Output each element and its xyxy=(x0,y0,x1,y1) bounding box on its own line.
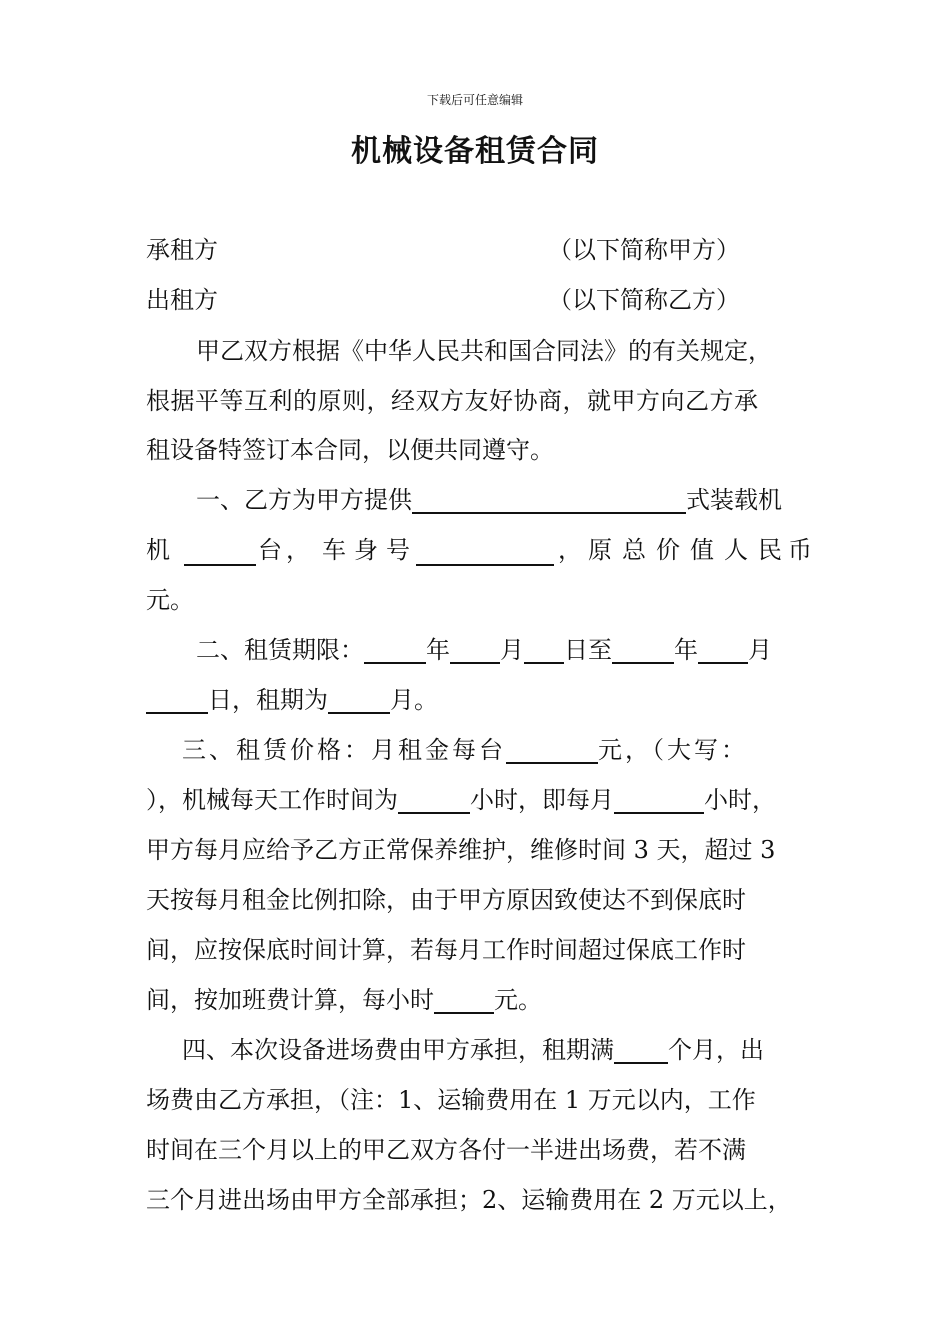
blank-overtime-rate[interactable] xyxy=(434,982,494,1014)
blank-quantity[interactable] xyxy=(184,534,256,566)
clause1-text-c: 机 xyxy=(146,536,170,564)
intro-line-3: 租设备特签订本合同，以便共同遵守。 xyxy=(146,436,554,464)
clause2-text-h: 月。 xyxy=(390,686,438,714)
clause1-text-n: 人 xyxy=(724,536,748,564)
clause1-text-d: 台 xyxy=(258,536,282,564)
intro-line-2: 根据平等互利的原则，经双方友好协商，就甲方向乙方承 xyxy=(146,387,759,415)
clause1-line-3 xyxy=(146,580,826,620)
clause1-text-a: 一、乙方为甲方提供 xyxy=(196,486,412,514)
clause1-text-b: 式装载机 xyxy=(686,486,782,514)
clause3-text-a: 三、租赁价格：月租金每台 xyxy=(182,736,506,764)
clause3-line-5: 间，应按保底时间计算，若每月工作时间超过保底工作时 xyxy=(146,936,746,964)
clause1-text-m: 值 xyxy=(690,536,714,564)
blank-end-day[interactable] xyxy=(146,682,208,714)
clause3-line-4: 天按每月租金比例扣除，由于甲方原因致使达不到保底时 xyxy=(146,886,746,914)
clause3-line-2 xyxy=(146,780,826,820)
clause1-text-i: ， xyxy=(558,536,582,564)
clause1-line-2 xyxy=(146,530,826,570)
blank-start-year[interactable] xyxy=(364,632,426,664)
blank-daily-hours[interactable] xyxy=(398,782,470,814)
clause1-text-p: 币 xyxy=(788,536,812,564)
clause2-text-f: 月 xyxy=(748,636,772,664)
blank-end-month[interactable] xyxy=(698,632,748,664)
clause4-line-1 xyxy=(182,1030,862,1070)
clause3-line-3: 甲方每月应给予乙方正常保养维护，维修时间 3 天，超过 3 xyxy=(146,836,776,864)
clause1-text-k: 总 xyxy=(622,536,646,564)
lessee-note: （以下简称甲方） xyxy=(548,236,740,264)
lessor-note: （以下简称乙方） xyxy=(548,286,740,314)
clause1-text-e: ， xyxy=(286,536,310,564)
clause2-text-a: 二、租赁期限： xyxy=(196,636,364,664)
intro-line-1: 甲乙双方根据《中华人民共和国合同法》的有关规定， xyxy=(196,337,772,365)
clause2-text-d: 日至 xyxy=(564,636,612,664)
clause1-line-1 xyxy=(196,480,876,520)
clause2-line-1 xyxy=(196,630,876,670)
blank-end-year[interactable] xyxy=(612,632,674,664)
clause4-text-b: 个月，出 xyxy=(668,1036,764,1064)
clause4-line-4: 三个月进出场由甲方全部承担；2、运输费用在 2 万元以上， xyxy=(146,1186,792,1214)
clause1-text-l: 价 xyxy=(656,536,680,564)
clause4-text-a: 四、本次设备进场费由甲方承担，租期满 xyxy=(182,1036,614,1064)
lessor-label: 出租方 xyxy=(146,286,218,314)
clause2-line-2 xyxy=(146,680,826,720)
clause4-line-3: 时间在三个月以上的甲乙双方各付一半进出场费，若不满 xyxy=(146,1136,746,1164)
blank-loader-model[interactable] xyxy=(412,482,686,514)
blank-start-day[interactable] xyxy=(524,632,564,664)
clause2-text-e: 年 xyxy=(674,636,698,664)
party-lessee-row xyxy=(146,230,826,270)
clause3-text-l6b: 元。 xyxy=(494,986,542,1014)
clause1-text-j: 原 xyxy=(588,536,612,564)
blank-start-month[interactable] xyxy=(450,632,500,664)
blank-lease-months[interactable] xyxy=(328,682,390,714)
clause4-line-2: 场费由乙方承担，（注：1、运输费用在 1 万元以内，工作 xyxy=(146,1086,756,1114)
document-title: 机械设备租赁合同 xyxy=(351,134,599,169)
clause3-line-6 xyxy=(146,980,826,1020)
blank-monthly-hours[interactable] xyxy=(614,782,704,814)
clause3-text-d: 小时，即每月 xyxy=(470,786,614,814)
clause1-text-o: 民 xyxy=(758,536,782,564)
clause1-text-f: 车 xyxy=(322,536,346,564)
clause2-text-g: 日，租期为 xyxy=(208,686,328,714)
blank-term-months[interactable] xyxy=(614,1032,668,1064)
blank-monthly-rent[interactable] xyxy=(506,732,598,764)
clause2-text-c: 月 xyxy=(500,636,524,664)
header-note: 下载后可任意编辑 xyxy=(426,93,523,107)
clause3-text-b: 元，（大写： xyxy=(598,736,748,764)
clause3-text-l6a: 间，按加班费计算，每小时 xyxy=(146,986,434,1014)
party-lessor-row xyxy=(146,280,826,320)
clause3-text-c: ），机械每天工作时间为 xyxy=(146,786,398,814)
clause1-text-q: 元。 xyxy=(146,586,194,614)
clause2-text-b: 年 xyxy=(426,636,450,664)
clause3-line-1 xyxy=(182,730,862,770)
blank-body-number[interactable] xyxy=(416,534,554,566)
clause1-text-g: 身 xyxy=(354,536,378,564)
lessee-label: 承租方 xyxy=(146,236,218,264)
clause3-text-e: 小时， xyxy=(704,786,776,814)
clause1-text-h: 号 xyxy=(386,536,410,564)
